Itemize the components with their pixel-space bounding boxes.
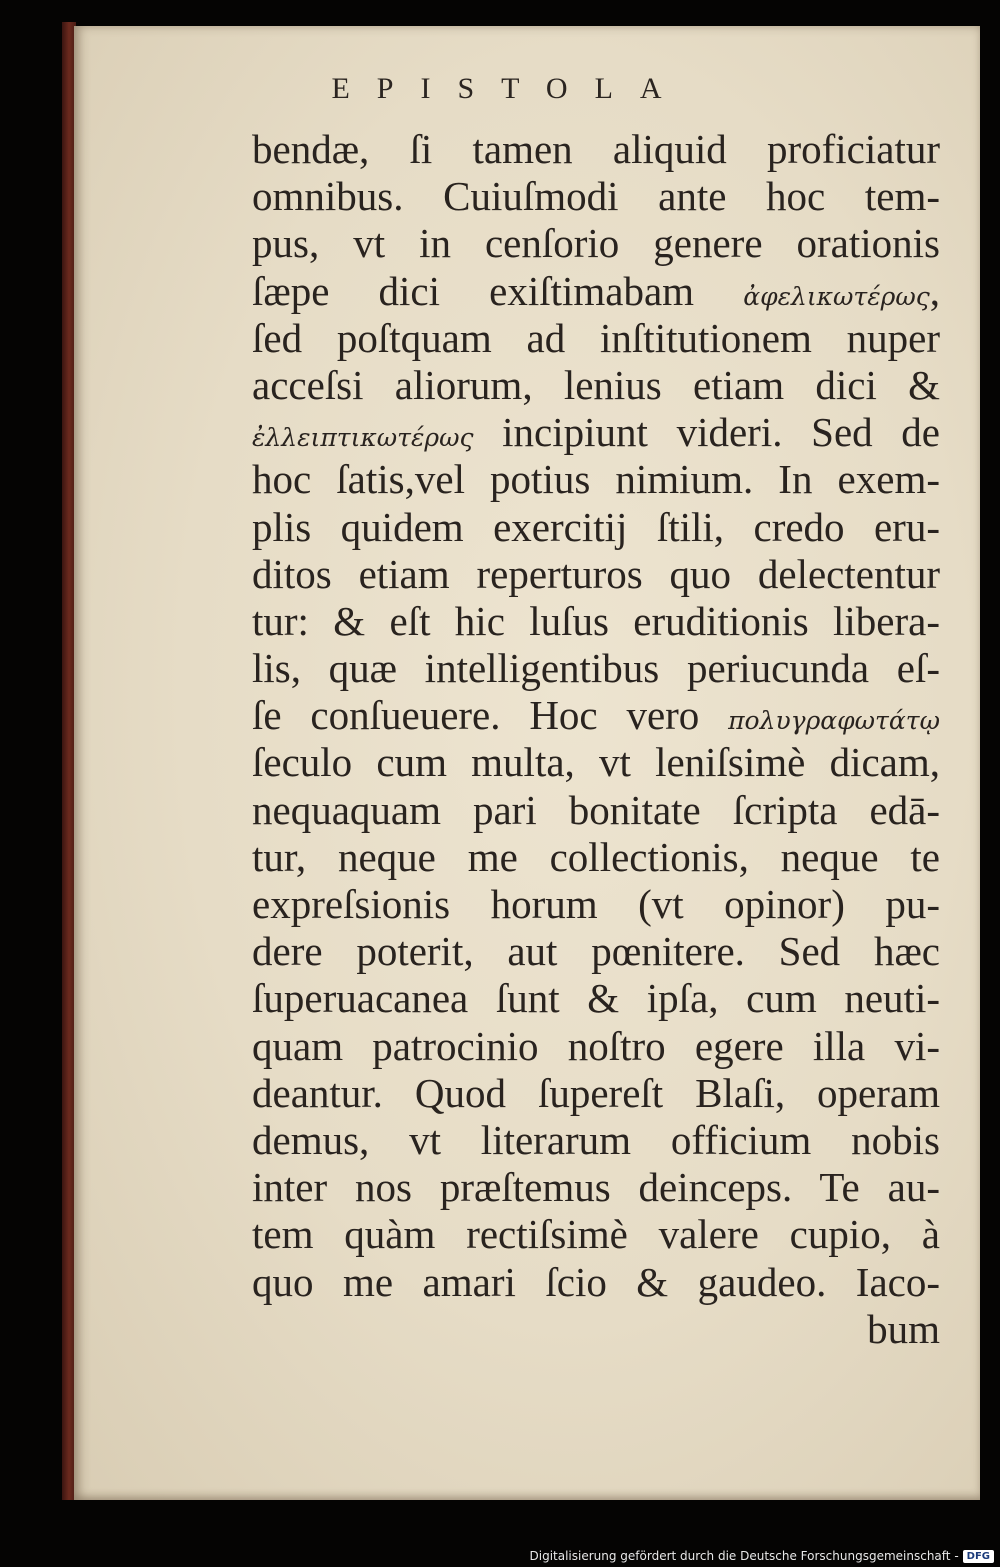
text-line [252,409,940,456]
text-line: tur: & eſt hic luſus eruditionis libera- [252,597,940,644]
text-line: nequaquam pari bonitate ſcripta edā- [252,786,940,833]
text-line [252,692,940,739]
greek-word: πολυγραφωτάτῳ [728,706,940,736]
text-line: plis quidem exercitij ſtili, credo eru- [252,503,940,550]
text-line: expreſsionis horum (vt opinor) pu- [252,881,940,927]
footer-credit: Digitalisierung gefördert durch die Deutsche Forschungsgemeinschaft - [529,1549,959,1563]
text-line: ſed poſtquam ad inſtitutionem nuper [252,314,940,361]
text-line: omnibus. Cuiuſmodi ante hoc tem- [252,173,940,220]
text-line: lis, quæ intelligentibus periucunda eſ- [252,645,940,692]
running-head: EPISTOLA [331,72,689,105]
text-line: tur, neque me collectionis, neque te [252,833,940,880]
text-line: quam patrocinio noſtro egere illa vi- [252,1022,940,1069]
latin-text: , [929,267,940,314]
text-line: hoc ſatis,vel potius nimium. In exem- [252,456,940,503]
text-line: quo me amari ſcio & gaudeo. Iaco- [252,1258,940,1305]
latin-text: ſe conſueuere. Hoc vero [252,692,729,739]
text-line: deantur. Quod ſupereſt Blaſi, operam [252,1069,940,1116]
text-line: bendæ, ſi tamen aliquid proficiatur [252,126,940,172]
text-line: inter nos præſtemus deinceps. Te au- [252,1164,940,1211]
text-line: pus, vt in cenſorio genere orationis [252,220,940,267]
dfg-logo: DFG [963,1550,994,1563]
text-line: dere poterit, aut pœnitere. Sed hæc [252,928,940,975]
text-line: ſuperuacanea ſunt & ipſa, cum neuti- [252,975,940,1022]
footer-bar [530,1545,1000,1567]
latin-text: incipiunt videri. Sed de [473,409,940,456]
body-text [252,126,940,1353]
text-line [252,268,940,315]
text-line: ſeculo cum multa, vt leniſsimè dicam, [252,739,940,786]
text-line: ditos etiam reperturos quo delectentur [252,550,940,597]
text-line: demus, vt literarum officium nobis [252,1116,940,1163]
latin-text: ſæpe dici exiſtimabam [252,267,744,314]
catchword: bum [867,1305,940,1352]
text-line: tem quàm rectiſsimè valere cupio, à [252,1211,940,1258]
greek-word: ἀφελικωτέρως [743,281,930,311]
greek-word: ἐλλειπτικωτέρως [252,423,474,453]
text-line: acceſsi aliorum, lenius etiam dici & [252,361,940,408]
